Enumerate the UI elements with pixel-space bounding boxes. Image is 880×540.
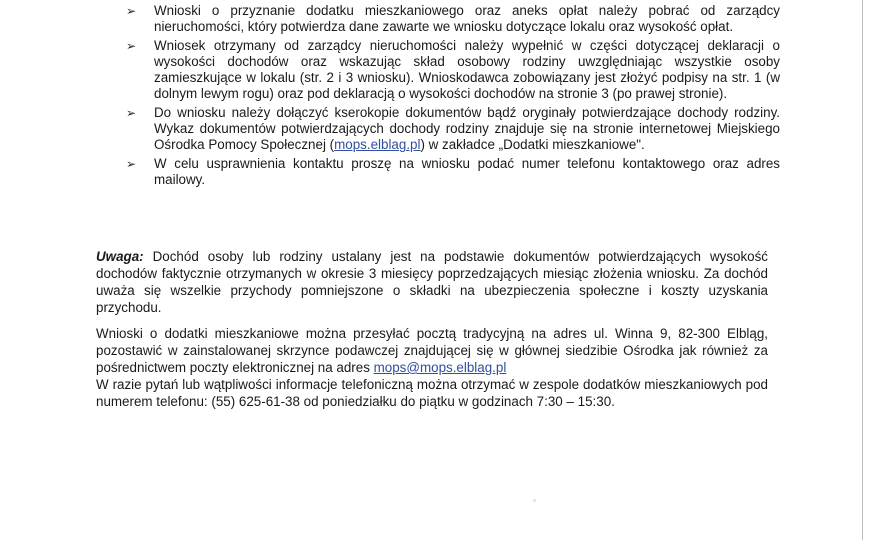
mops-website-link[interactable]: mops.elblag.pl <box>334 137 421 153</box>
contact-text: Wnioski o dodatki mieszkaniowe można przesyłać pocztą tradycyjną na adres ul. Winna 9, 82-300 Elbląg, pozostawić w zainstalowanej skrzynce podawczej znajdującej się w głównej siedzibie Ośrodka jak również za pośrednictwem poczty elektronicznej na adres <box>96 326 768 375</box>
page-edge-divider <box>862 0 863 540</box>
instruction-item <box>100 38 780 103</box>
note-paragraph <box>96 248 768 316</box>
contact-paragraph <box>96 325 768 410</box>
instruction-text: Wniosek otrzymany od zarządcy nieruchomości należy wypełnić w części dotyczącej deklaracji o wysokości dochodów oraz wskazując skład osobowy rodziny uwzględniając wszystkie osoby zamieszkujące w lokalu (str. 2 i 3 wniosku). Wnioskodawca zobowiązany jest złożyć podpisy na str. 1 (w dolnym lewym rogu) oraz pod deklaracją o wysokości dochodów na stronie 3 (po prawej stronie). <box>154 37 780 102</box>
instruction-item <box>100 3 780 36</box>
arrow-bullet-icon: ➢ <box>126 156 137 171</box>
instruction-item <box>100 105 780 154</box>
arrow-bullet-icon: ➢ <box>126 105 137 120</box>
instruction-text: Do wniosku należy dołączyć kserokopie dokumentów bądź oryginały potwierdzające dochody rodziny. Wykaz dokumentów potwierdzających dochody rodziny znajduje się na stronie internetowej Miejskiego Ośrodka Pomocy Społecznej ( <box>154 104 780 153</box>
scan-speck <box>533 499 536 502</box>
instruction-text: W celu usprawnienia kontaktu proszę na wniosku podać numer telefonu kontaktowego oraz adres mailowy. <box>154 155 780 187</box>
instruction-item <box>100 156 780 189</box>
email-link[interactable]: mops@mops.elblag.pl <box>373 360 507 375</box>
phone-info-text: W razie pytań lub wątpliwości informacje telefoniczną można otrzymać w zespole dodatków mieszkaniowych pod numerem telefonu: (55) 625-61-38 od poniedziałku do piątku w godzinach 7:30 – 15:30. <box>96 377 768 409</box>
instructions-list <box>100 0 780 189</box>
arrow-bullet-icon: ➢ <box>126 4 137 18</box>
arrow-bullet-icon: ➢ <box>126 38 137 53</box>
instruction-text: Wnioski o przyznanie dodatku mieszkaniowego oraz aneks opłat należy pobrać od zarządcy nieruchomości, który potwierdza dane zawarte we wniosku dotyczące lokalu oraz wysokość opłat. <box>154 3 780 35</box>
instruction-text-end: ) w zakładce „Dodatki mieszkaniowe". <box>420 137 645 153</box>
note-text: Dochód osoby lub rodziny ustalany jest na podstawie dokumentów potwierdzających wysokość dochodów faktycznie otrzymanych w okresie 3 miesięcy poprzedzających miesiąc złożenia wniosku. Za dochód uważa się wszelkie przychody pomniejszone o składki na ubezpieczenia społeczne i koszty uzyskania przychodu. <box>96 249 768 315</box>
note-label: Uwaga: <box>96 249 144 264</box>
